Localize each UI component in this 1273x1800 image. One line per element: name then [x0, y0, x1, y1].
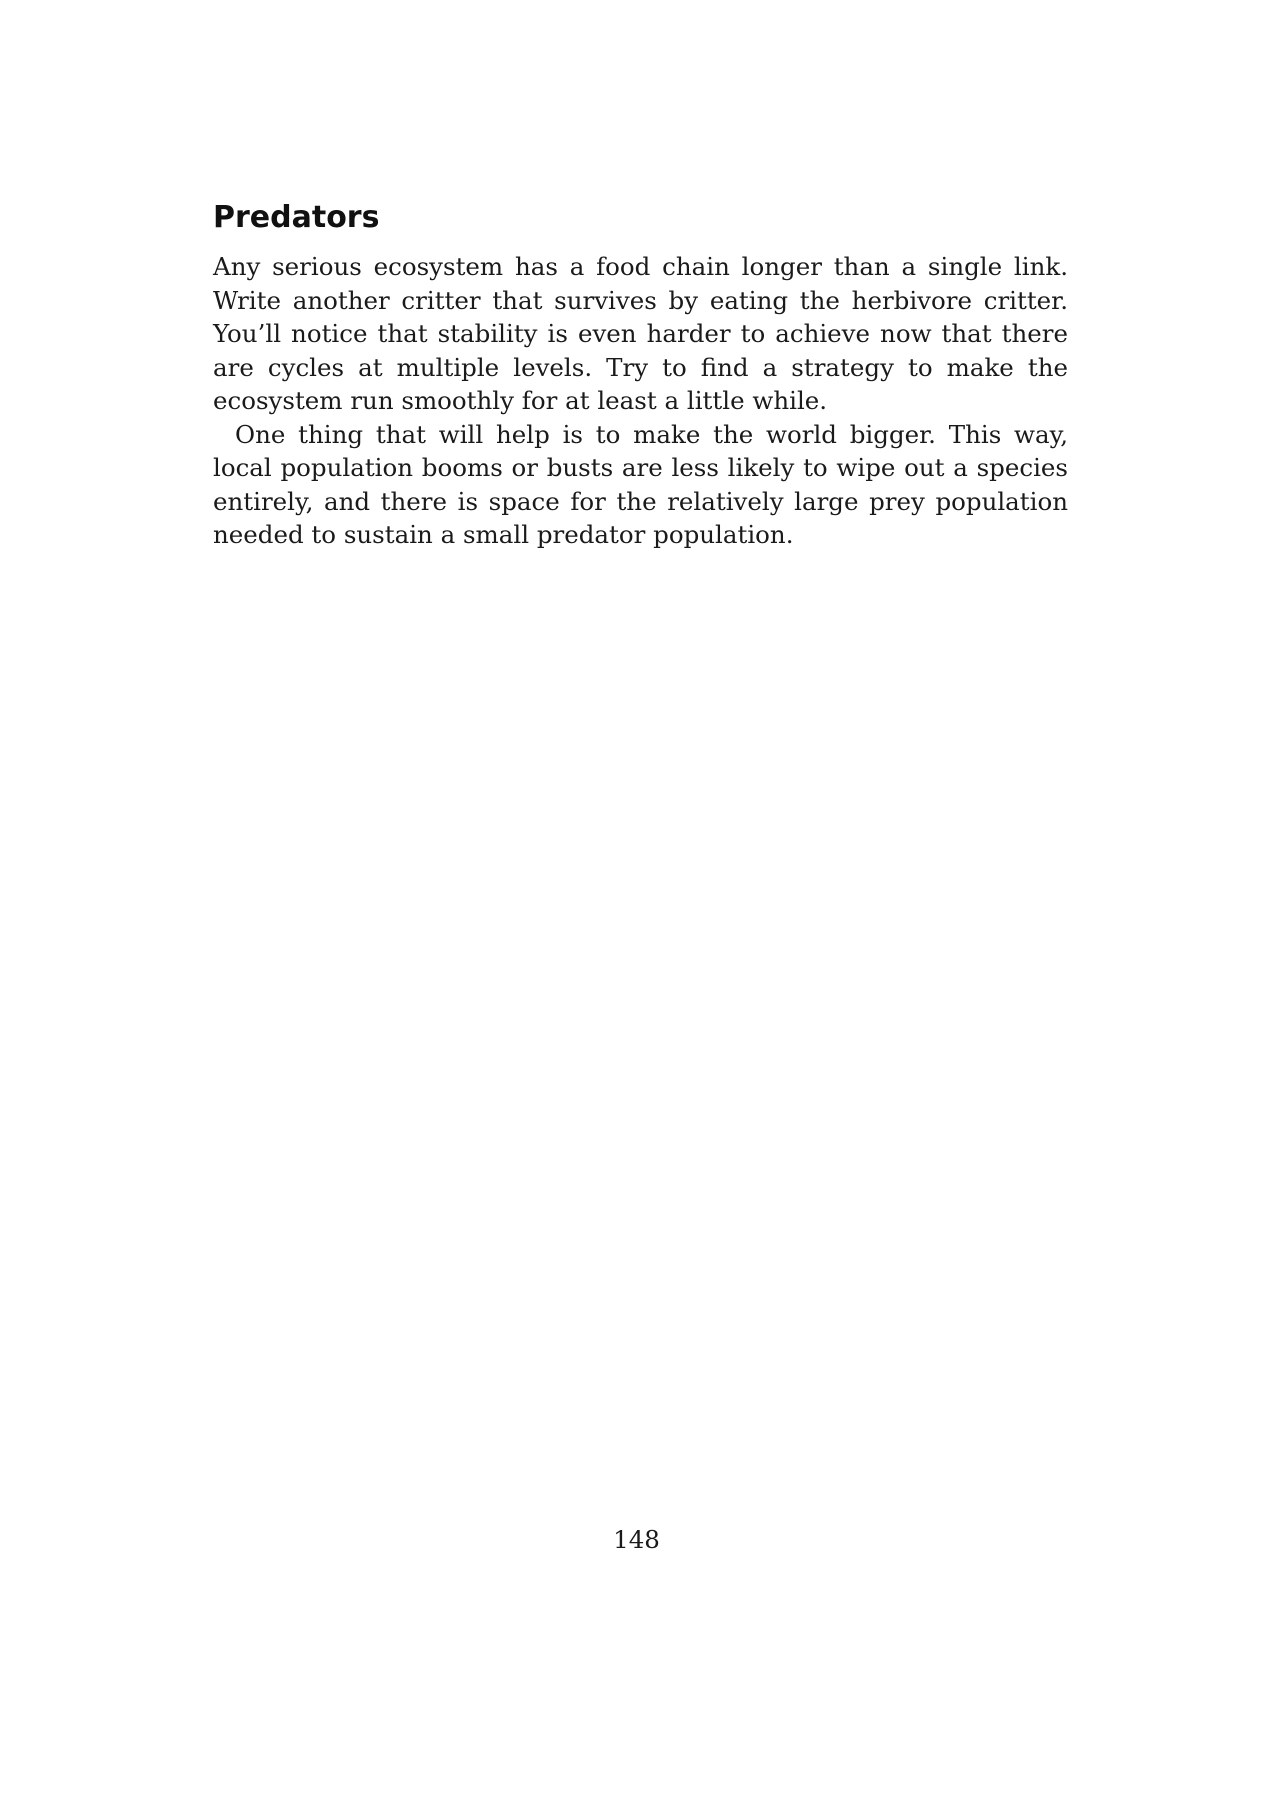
page-number: 148: [613, 1525, 660, 1554]
paragraph-food-chain: Any serious ecosystem has a food chain longer than a single link. Write another critter that survives by eating the herbivore critter. You’ll notice that stability is even harder to achieve now that there are cycles at multiple levels. Try to find a strategy to make the ecosystem run smoothly for at least a little while.: [213, 252, 1068, 415]
paragraph-bigger-world: One thing that will help is to make the world bigger. This way, local population booms or busts are less likely to wipe out a species entirely, and there is space for the relatively large prey population needed to sustain a small predator population.: [213, 419, 1068, 549]
section-heading: Predators: [213, 200, 380, 235]
page-content: [213, 198, 1068, 552]
